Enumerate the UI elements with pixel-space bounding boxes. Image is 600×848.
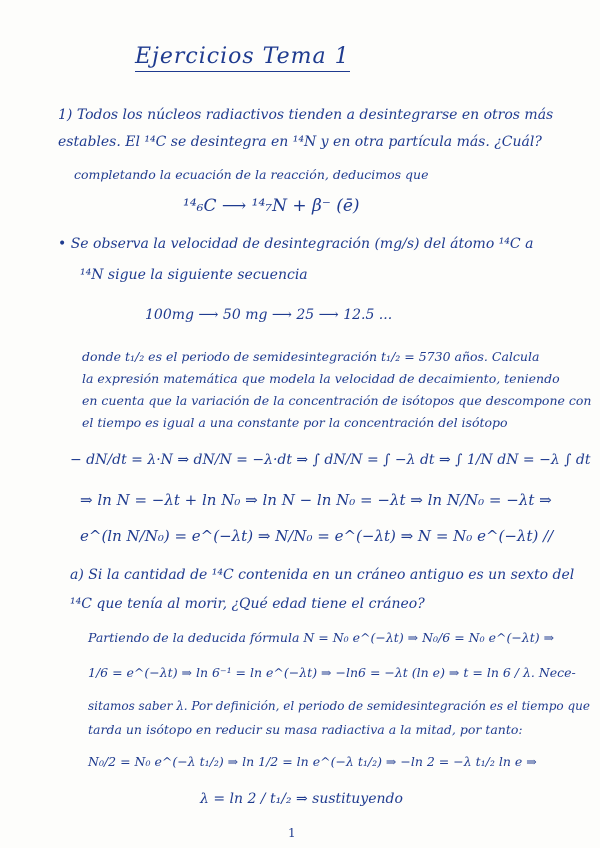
answer-1-intro: completando la ecuación de la reacción, deducimos que bbox=[74, 167, 429, 182]
answer-a-line-2: 1/6 = e^(−λt) ⇒ ln 6⁻¹ = ln e^(−λt) ⇒ −ln6 = −λt (ln e) ⇒ t = ln 6 / λ. Nece- bbox=[88, 665, 576, 680]
answer-a-line-5: N₀/2 = N₀ e^(−λ t₁/₂) ⇒ ln 1/2 = ln e^(−λ t₁/₂) ⇒ −ln 2 = −λ t₁/₂ ln e ⇒ bbox=[88, 754, 537, 769]
paragraph-line-4: el tiempo es igual a una constante por la concentración del isótopo bbox=[82, 415, 508, 430]
paragraph-line-3: en cuenta que la variación de la concentración de isótopos que descompone con bbox=[82, 393, 592, 408]
derivation-line-3: e^(ln N/N₀) = e^(−λt) ⇒ N/N₀ = e^(−λt) ⇒ N = N₀ e^(−λt) // bbox=[80, 527, 554, 545]
nuclear-reaction-equation: ¹⁴₆C ⟶ ¹⁴₇N + β⁻ (ē) bbox=[183, 196, 360, 216]
question-1-line-1: 1) Todos los núcleos radiactivos tienden a desintegrarse en otros más bbox=[58, 107, 554, 123]
page-title: Ejercicios Tema 1 bbox=[135, 44, 350, 72]
question-a-line-1: a) Si la cantidad de ¹⁴C contenida en un cráneo antiguo es un sexto del bbox=[70, 567, 575, 583]
question-a-line-2: ¹⁴C que tenía al morir, ¿Qué edad tiene el cráneo? bbox=[70, 596, 425, 612]
decay-sequence: 100mg ⟶ 50 mg ⟶ 25 ⟶ 12.5 ... bbox=[145, 307, 393, 323]
derivation-line-1: − dN/dt = λ·N ⇒ dN/N = −λ·dt ⇒ ∫ dN/N = ∫ −λ dt ⇒ ∫ 1/N dN = −λ ∫ dt bbox=[70, 452, 591, 468]
question-1-line-2: estables. El ¹⁴C se desintegra en ¹⁴N y en otra partícula más. ¿Cuál? bbox=[58, 134, 542, 150]
paragraph-line-1: donde t₁/₂ es el periodo de semidesintegración t₁/₂ = 5730 años. Calcula bbox=[82, 349, 540, 364]
answer-a-line-1: Partiendo de la deducida fórmula N = N₀ e^(−λt) ⇒ N₀/6 = N₀ e^(−λt) ⇒ bbox=[88, 630, 555, 645]
statement-line-1: • Se observa la velocidad de desintegración (mg/s) del átomo ¹⁴C a bbox=[58, 236, 534, 252]
page-number: 1 bbox=[288, 826, 296, 840]
statement-line-2: ¹⁴N sigue la siguiente secuencia bbox=[80, 267, 308, 283]
derivation-line-2: ⇒ ln N = −λt + ln N₀ ⇒ ln N − ln N₀ = −λt ⇒ ln N/N₀ = −λt ⇒ bbox=[80, 491, 552, 509]
paragraph-line-2: la expresión matemática que modela la velocidad de decaimiento, teniendo bbox=[82, 371, 560, 386]
answer-a-line-4: tarda un isótopo en reducir su masa radiactiva a la mitad, por tanto: bbox=[88, 722, 523, 737]
answer-a-line-3: sitamos saber λ. Por definición, el periodo de semidesintegración es el tiempo que bbox=[88, 699, 590, 713]
answer-a-line-6: λ = ln 2 / t₁/₂ ⇒ sustituyendo bbox=[200, 791, 403, 807]
